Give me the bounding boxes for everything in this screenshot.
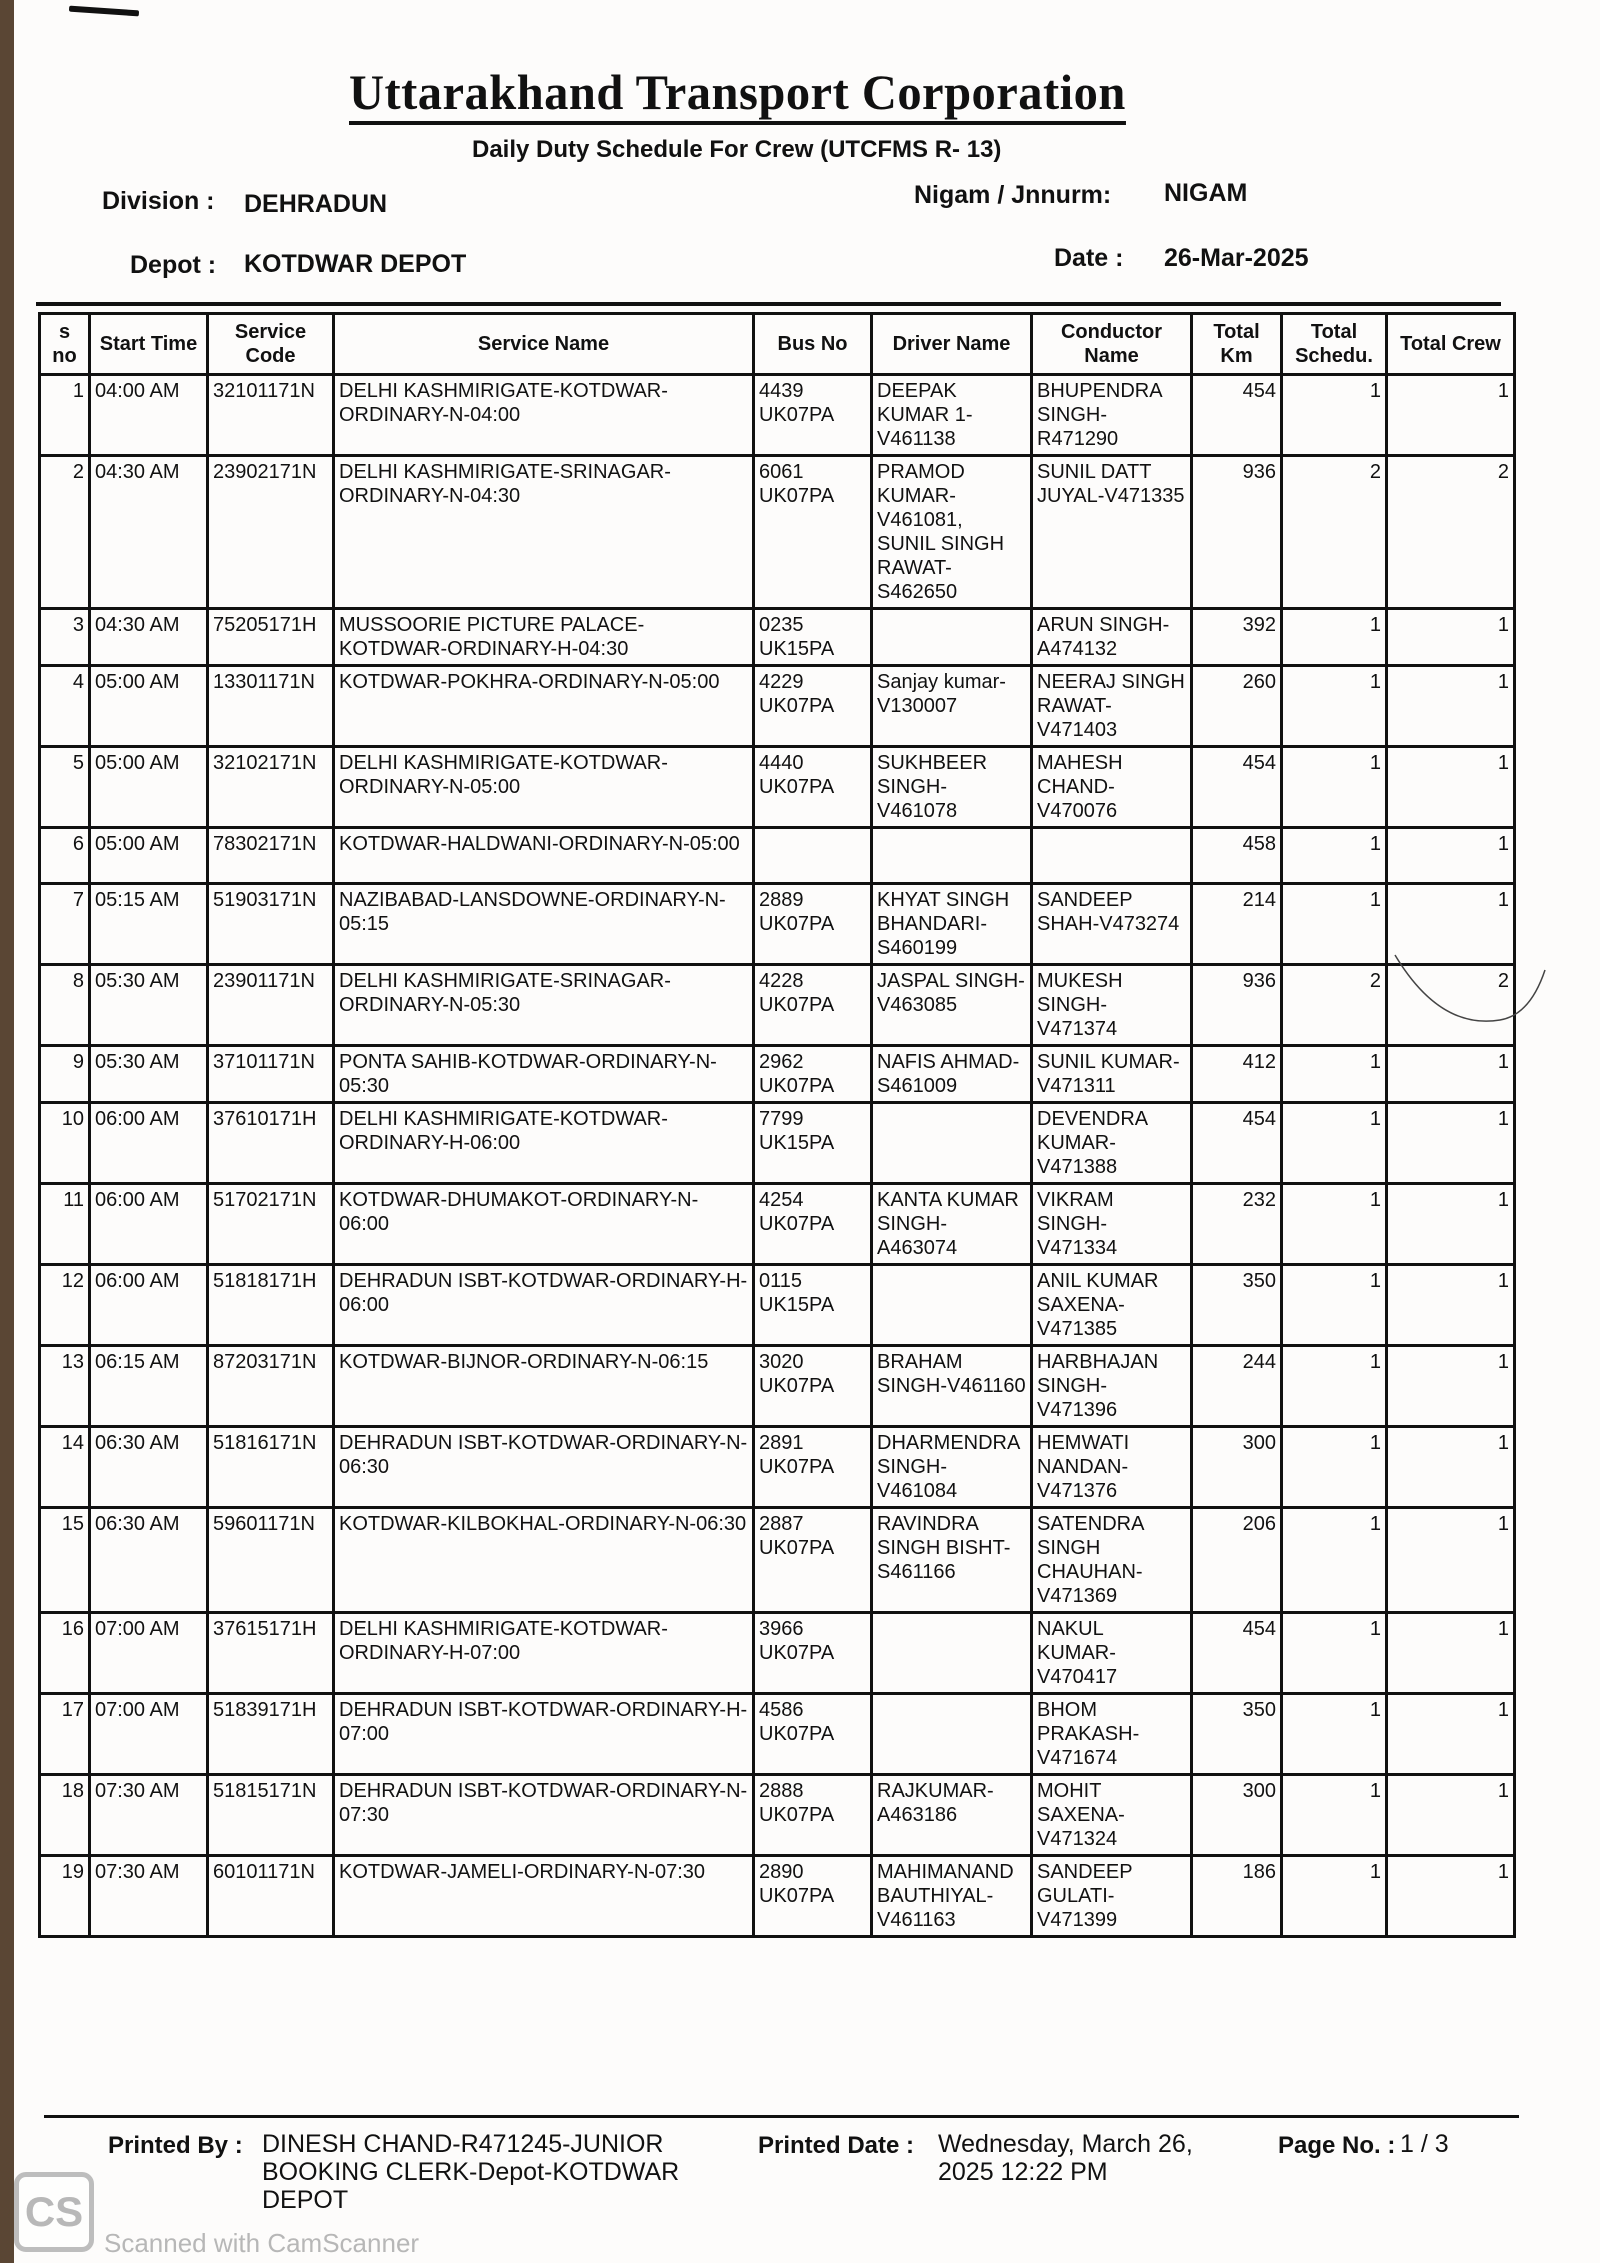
row-service-code: 75205171H [208, 609, 334, 666]
row-driver-name: KANTA KUMAR SINGH-A463074 [872, 1184, 1032, 1265]
row-bus-no: 2888 UK07PA [754, 1775, 872, 1856]
row-start-time: 04:30 AM [90, 456, 208, 609]
row-sno: 5 [40, 747, 90, 828]
row-total-schedules: 1 [1282, 1265, 1387, 1346]
table-row [40, 1694, 1515, 1775]
table-row [40, 609, 1515, 666]
row-total-crew: 1 [1387, 609, 1515, 666]
document-subtitle: Daily Duty Schedule For Crew (UTCFMS R- 13) [472, 136, 1002, 163]
row-start-time: 06:15 AM [90, 1346, 208, 1427]
table-row [40, 828, 1515, 884]
row-service-code: 23901171N [208, 965, 334, 1046]
row-driver-name [872, 1265, 1032, 1346]
row-total-schedules: 1 [1282, 1046, 1387, 1103]
row-service-name: DELHI KASHMIRIGATE-KOTDWAR-ORDINARY-N-05:00 [334, 747, 754, 828]
row-sno: 16 [40, 1613, 90, 1694]
row-service-code: 37615171H [208, 1613, 334, 1694]
row-start-time: 06:30 AM [90, 1508, 208, 1613]
row-service-name: DELHI KASHMIRIGATE-KOTDWAR-ORDINARY-H-06:00 [334, 1103, 754, 1184]
row-conductor-name: SUNIL DATT JUYAL-V471335 [1032, 456, 1192, 609]
row-total-crew: 1 [1387, 1046, 1515, 1103]
row-service-code: 60101171N [208, 1856, 334, 1937]
row-sno: 2 [40, 456, 90, 609]
row-bus-no: 6061 UK07PA [754, 456, 872, 609]
row-conductor-name: BHUPENDRA SINGH-R471290 [1032, 375, 1192, 456]
table-row [40, 1265, 1515, 1346]
row-total-schedules: 1 [1282, 1103, 1387, 1184]
row-conductor-name: NAKUL KUMAR-V470417 [1032, 1613, 1192, 1694]
row-bus-no: 2962 UK07PA [754, 1046, 872, 1103]
row-service-code: 23902171N [208, 456, 334, 609]
table-row [40, 965, 1515, 1046]
row-bus-no: 3020 UK07PA [754, 1346, 872, 1427]
row-total-schedules: 2 [1282, 456, 1387, 609]
row-conductor-name: NEERAJ SINGH RAWAT-V471403 [1032, 666, 1192, 747]
row-start-time: 05:00 AM [90, 828, 208, 884]
row-sno: 1 [40, 375, 90, 456]
row-total-crew: 1 [1387, 1265, 1515, 1346]
row-service-code: 51839171H [208, 1694, 334, 1775]
table-row [40, 1103, 1515, 1184]
row-driver-name: DEEPAK KUMAR 1-V461138 [872, 375, 1032, 456]
row-total-crew: 1 [1387, 1856, 1515, 1937]
row-bus-no: 4229 UK07PA [754, 666, 872, 747]
row-total-crew: 1 [1387, 1613, 1515, 1694]
row-total-km: 214 [1192, 884, 1282, 965]
row-service-code: 51903171N [208, 884, 334, 965]
row-start-time: 05:30 AM [90, 965, 208, 1046]
row-start-time: 04:30 AM [90, 609, 208, 666]
row-service-name: DEHRADUN ISBT-KOTDWAR-ORDINARY-H-06:00 [334, 1265, 754, 1346]
row-total-km: 300 [1192, 1775, 1282, 1856]
table-row [40, 1427, 1515, 1508]
row-total-km: 454 [1192, 375, 1282, 456]
document-title: Uttarakhand Transport Corporation [349, 66, 1126, 125]
row-driver-name: MAHIMANAND BAUTHIYAL-V461163 [872, 1856, 1032, 1937]
row-service-code: 32101171N [208, 375, 334, 456]
table-row [40, 1613, 1515, 1694]
row-sno: 19 [40, 1856, 90, 1937]
row-start-time: 07:30 AM [90, 1856, 208, 1937]
col-header-conductor-name: Conductor Name [1032, 314, 1192, 375]
row-total-schedules: 1 [1282, 1775, 1387, 1856]
col-header-total-crew: Total Crew [1387, 314, 1515, 375]
row-total-crew: 2 [1387, 965, 1515, 1046]
row-sno: 12 [40, 1265, 90, 1346]
row-total-schedules: 1 [1282, 666, 1387, 747]
row-bus-no: 2890 UK07PA [754, 1856, 872, 1937]
row-service-name: KOTDWAR-KILBOKHAL-ORDINARY-N-06:30 [334, 1508, 754, 1613]
printed-by-value: DINESH CHAND-R471245-JUNIOR BOOKING CLERK-Depot-KOTDWAR DEPOT [262, 2130, 680, 2214]
footer-divider [44, 2115, 1519, 2118]
col-header-total-km: Total Km [1192, 314, 1282, 375]
row-total-km: 300 [1192, 1427, 1282, 1508]
col-header-driver-name: Driver Name [872, 314, 1032, 375]
row-sno: 17 [40, 1694, 90, 1775]
date-label: Date : [1054, 244, 1124, 272]
row-service-code: 37101171N [208, 1046, 334, 1103]
row-start-time: 04:00 AM [90, 375, 208, 456]
row-service-name: KOTDWAR-HALDWANI-ORDINARY-N-05:00 [334, 828, 754, 884]
division-value: DEHRADUN [244, 190, 388, 218]
row-conductor-name: SATENDRA SINGH CHAUHAN-V471369 [1032, 1508, 1192, 1613]
row-total-crew: 1 [1387, 884, 1515, 965]
row-service-name: KOTDWAR-BIJNOR-ORDINARY-N-06:15 [334, 1346, 754, 1427]
row-driver-name: SUKHBEER SINGH-V461078 [872, 747, 1032, 828]
date-value: 26-Mar-2025 [1164, 244, 1309, 272]
row-start-time: 06:00 AM [90, 1265, 208, 1346]
row-total-schedules: 1 [1282, 1856, 1387, 1937]
row-start-time: 05:00 AM [90, 666, 208, 747]
row-total-crew: 1 [1387, 1103, 1515, 1184]
col-header-sno: s no [40, 314, 90, 375]
row-sno: 11 [40, 1184, 90, 1265]
row-conductor-name: MOHIT SAXENA-V471324 [1032, 1775, 1192, 1856]
row-total-schedules: 1 [1282, 1184, 1387, 1265]
row-bus-no: 4254 UK07PA [754, 1184, 872, 1265]
table-row [40, 375, 1515, 456]
row-service-code: 78302171N [208, 828, 334, 884]
row-total-km: 392 [1192, 609, 1282, 666]
row-total-schedules: 1 [1282, 828, 1387, 884]
row-sno: 8 [40, 965, 90, 1046]
row-service-name: DELHI KASHMIRIGATE-KOTDWAR-ORDINARY-H-07:00 [334, 1613, 754, 1694]
page-number-value: 1 / 3 [1400, 2130, 1449, 2158]
row-sno: 13 [40, 1346, 90, 1427]
row-sno: 9 [40, 1046, 90, 1103]
row-start-time: 07:00 AM [90, 1694, 208, 1775]
printed-date-value: Wednesday, March 26, 2025 12:22 PM [938, 2130, 1193, 2186]
row-total-schedules: 1 [1282, 1508, 1387, 1613]
row-service-name: DEHRADUN ISBT-KOTDWAR-ORDINARY-H-07:00 [334, 1694, 754, 1775]
row-conductor-name: VIKRAM SINGH-V471334 [1032, 1184, 1192, 1265]
row-total-crew: 1 [1387, 1508, 1515, 1613]
table-row [40, 747, 1515, 828]
row-service-code: 51702171N [208, 1184, 334, 1265]
row-service-name: DEHRADUN ISBT-KOTDWAR-ORDINARY-N-06:30 [334, 1427, 754, 1508]
row-driver-name: PRAMOD KUMAR-V461081, SUNIL SINGH RAWAT-S462650 [872, 456, 1032, 609]
row-service-name: DELHI KASHMIRIGATE-KOTDWAR-ORDINARY-N-04:00 [334, 375, 754, 456]
row-total-km: 936 [1192, 456, 1282, 609]
row-driver-name [872, 609, 1032, 666]
row-service-name: KOTDWAR-DHUMAKOT-ORDINARY-N-06:00 [334, 1184, 754, 1265]
row-total-crew: 1 [1387, 828, 1515, 884]
row-conductor-name: ANIL KUMAR SAXENA-V471385 [1032, 1265, 1192, 1346]
row-driver-name: RAJKUMAR-A463186 [872, 1775, 1032, 1856]
row-total-km: 936 [1192, 965, 1282, 1046]
row-driver-name [872, 1694, 1032, 1775]
printed-date-label: Printed Date : [758, 2132, 915, 2159]
row-conductor-name [1032, 828, 1192, 884]
row-sno: 6 [40, 828, 90, 884]
row-driver-name [872, 1613, 1032, 1694]
row-service-name: DELHI KASHMIRIGATE-SRINAGAR-ORDINARY-N-04:30 [334, 456, 754, 609]
row-total-schedules: 1 [1282, 1613, 1387, 1694]
row-total-crew: 1 [1387, 666, 1515, 747]
table-row [40, 1184, 1515, 1265]
duty-schedule-table [38, 312, 1516, 1938]
row-total-schedules: 1 [1282, 1694, 1387, 1775]
row-bus-no [754, 828, 872, 884]
row-total-schedules: 1 [1282, 609, 1387, 666]
row-total-km: 260 [1192, 666, 1282, 747]
row-sno: 4 [40, 666, 90, 747]
row-service-code: 51816171N [208, 1427, 334, 1508]
row-conductor-name: SANDEEP SHAH-V473274 [1032, 884, 1192, 965]
row-bus-no: 7799 UK15PA [754, 1103, 872, 1184]
row-bus-no: 4439 UK07PA [754, 375, 872, 456]
row-total-schedules: 2 [1282, 965, 1387, 1046]
col-header-start-time: Start Time [90, 314, 208, 375]
row-service-name: DEHRADUN ISBT-KOTDWAR-ORDINARY-N-07:30 [334, 1775, 754, 1856]
table-row [40, 1508, 1515, 1613]
row-total-crew: 1 [1387, 1775, 1515, 1856]
row-driver-name: BRAHAM SINGH-V461160 [872, 1346, 1032, 1427]
col-header-bus-no: Bus No [754, 314, 872, 375]
camscanner-logo: CS [14, 2172, 94, 2252]
row-driver-name: NAFIS AHMAD-S461009 [872, 1046, 1032, 1103]
row-driver-name: RAVINDRA SINGH BISHT-S461166 [872, 1508, 1032, 1613]
row-total-km: 454 [1192, 1613, 1282, 1694]
row-service-code: 13301171N [208, 666, 334, 747]
row-bus-no: 2887 UK07PA [754, 1508, 872, 1613]
depot-label: Depot : [130, 251, 217, 279]
depot-value: KOTDWAR DEPOT [244, 250, 467, 278]
row-conductor-name: BHOM PRAKASH-V471674 [1032, 1694, 1192, 1775]
row-service-code: 59601171N [208, 1508, 334, 1613]
row-start-time: 07:00 AM [90, 1613, 208, 1694]
table-row [40, 1046, 1515, 1103]
row-total-km: 454 [1192, 747, 1282, 828]
row-service-name: DELHI KASHMIRIGATE-SRINAGAR-ORDINARY-N-05:30 [334, 965, 754, 1046]
row-total-crew: 1 [1387, 1427, 1515, 1508]
row-bus-no: 4440 UK07PA [754, 747, 872, 828]
table-row [40, 456, 1515, 609]
row-bus-no: 4586 UK07PA [754, 1694, 872, 1775]
row-conductor-name: SUNIL KUMAR-V471311 [1032, 1046, 1192, 1103]
row-bus-no: 3966 UK07PA [754, 1613, 872, 1694]
row-total-crew: 1 [1387, 1184, 1515, 1265]
row-service-name: KOTDWAR-JAMELI-ORDINARY-N-07:30 [334, 1856, 754, 1937]
row-driver-name: Sanjay kumar-V130007 [872, 666, 1032, 747]
row-bus-no: 0235 UK15PA [754, 609, 872, 666]
row-bus-no: 0115 UK15PA [754, 1265, 872, 1346]
row-sno: 18 [40, 1775, 90, 1856]
row-total-km: 350 [1192, 1694, 1282, 1775]
row-service-code: 51815171N [208, 1775, 334, 1856]
row-driver-name [872, 1103, 1032, 1184]
row-service-code: 87203171N [208, 1346, 334, 1427]
row-start-time: 05:15 AM [90, 884, 208, 965]
row-service-name: MUSSOORIE PICTURE PALACE-KOTDWAR-ORDINARY-H-04:30 [334, 609, 754, 666]
row-sno: 10 [40, 1103, 90, 1184]
table-row [40, 666, 1515, 747]
row-total-km: 206 [1192, 1508, 1282, 1613]
row-start-time: 06:30 AM [90, 1427, 208, 1508]
row-conductor-name: ARUN SINGH-A474132 [1032, 609, 1192, 666]
row-bus-no: 2889 UK07PA [754, 884, 872, 965]
row-total-crew: 1 [1387, 1346, 1515, 1427]
col-header-service-name: Service Name [334, 314, 754, 375]
row-conductor-name: HEMWATI NANDAN-V471376 [1032, 1427, 1192, 1508]
row-conductor-name: MAHESH CHAND-V470076 [1032, 747, 1192, 828]
row-bus-no: 4228 UK07PA [754, 965, 872, 1046]
nigam-label: Nigam / Jnnurm: [914, 181, 1112, 209]
row-start-time: 07:30 AM [90, 1775, 208, 1856]
row-conductor-name: DEVENDRA KUMAR-V471388 [1032, 1103, 1192, 1184]
row-conductor-name: SANDEEP GULATI-V471399 [1032, 1856, 1192, 1937]
row-driver-name: DHARMENDRA SINGH-V461084 [872, 1427, 1032, 1508]
row-sno: 3 [40, 609, 90, 666]
table-row [40, 1856, 1515, 1937]
row-total-km: 186 [1192, 1856, 1282, 1937]
division-label: Division : [102, 187, 215, 215]
row-total-schedules: 1 [1282, 1427, 1387, 1508]
table-row [40, 1775, 1515, 1856]
table-row [40, 1346, 1515, 1427]
scan-mark [69, 6, 139, 17]
row-driver-name: JASPAL SINGH-V463085 [872, 965, 1032, 1046]
row-total-km: 350 [1192, 1265, 1282, 1346]
row-conductor-name: MUKESH SINGH-V471374 [1032, 965, 1192, 1046]
row-driver-name: KHYAT SINGH BHANDARI-S460199 [872, 884, 1032, 965]
row-conductor-name: HARBHAJAN SINGH-V471396 [1032, 1346, 1192, 1427]
row-start-time: 05:00 AM [90, 747, 208, 828]
row-total-crew: 1 [1387, 747, 1515, 828]
row-service-name: KOTDWAR-POKHRA-ORDINARY-N-05:00 [334, 666, 754, 747]
row-total-crew: 1 [1387, 375, 1515, 456]
row-sno: 7 [40, 884, 90, 965]
row-total-km: 458 [1192, 828, 1282, 884]
printed-by-label: Printed By : [108, 2132, 243, 2159]
row-start-time: 06:00 AM [90, 1103, 208, 1184]
row-total-km: 454 [1192, 1103, 1282, 1184]
row-service-code: 51818171H [208, 1265, 334, 1346]
page-number-label: Page No. : [1278, 2132, 1396, 2159]
row-total-crew: 2 [1387, 456, 1515, 609]
row-total-km: 244 [1192, 1346, 1282, 1427]
row-start-time: 05:30 AM [90, 1046, 208, 1103]
row-bus-no: 2891 UK07PA [754, 1427, 872, 1508]
col-header-total-schedules: Total Schedu. [1282, 314, 1387, 375]
row-service-name: NAZIBABAD-LANSDOWNE-ORDINARY-N-05:15 [334, 884, 754, 965]
row-total-schedules: 1 [1282, 1346, 1387, 1427]
row-sno: 15 [40, 1508, 90, 1613]
pen-stroke-mark [1390, 950, 1560, 1040]
col-header-service-code: Service Code [208, 314, 334, 375]
row-sno: 14 [40, 1427, 90, 1508]
table-row [40, 884, 1515, 965]
row-total-schedules: 1 [1282, 375, 1387, 456]
row-service-code: 32102171N [208, 747, 334, 828]
row-total-km: 412 [1192, 1046, 1282, 1103]
row-service-name: PONTA SAHIB-KOTDWAR-ORDINARY-N-05:30 [334, 1046, 754, 1103]
nigam-value: NIGAM [1164, 179, 1248, 207]
header-divider [36, 302, 1501, 306]
row-service-code: 37610171H [208, 1103, 334, 1184]
table-body [40, 375, 1515, 1937]
row-total-km: 232 [1192, 1184, 1282, 1265]
table-header-row [40, 314, 1515, 375]
row-total-schedules: 1 [1282, 884, 1387, 965]
row-driver-name [872, 828, 1032, 884]
row-total-schedules: 1 [1282, 747, 1387, 828]
row-start-time: 06:00 AM [90, 1184, 208, 1265]
row-total-crew: 1 [1387, 1694, 1515, 1775]
camscanner-watermark-text: Scanned with CamScanner [104, 2228, 420, 2258]
